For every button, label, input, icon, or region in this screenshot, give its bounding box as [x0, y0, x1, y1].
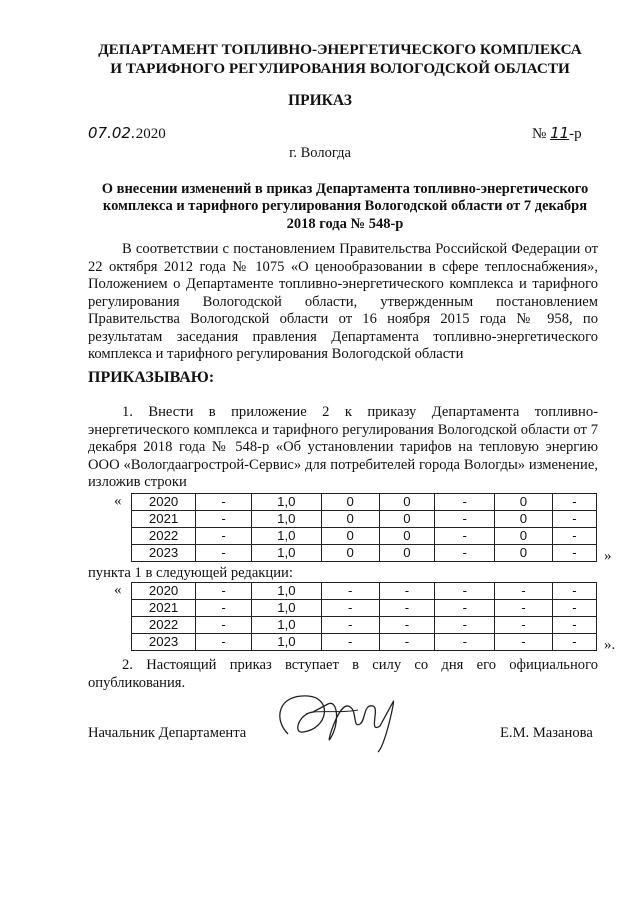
table-cell: -	[552, 634, 596, 651]
table-row	[132, 583, 597, 600]
table-cell: 0	[321, 545, 379, 562]
table-cell: 0	[495, 494, 553, 511]
table-cell: -	[435, 528, 495, 545]
department-header-line1: ДЕПАРТАМЕНТ ТОПЛИВНО-ЭНЕРГЕТИЧЕСКОГО КОМПЛЕКСА	[98, 41, 582, 58]
table-cell: -	[196, 494, 252, 511]
table-cell: -	[196, 583, 252, 600]
table-cell: -	[321, 634, 379, 651]
point-text: пункта 1 в следующей редакции:	[88, 565, 293, 581]
table-cell: 0	[321, 528, 379, 545]
table-cell: 0	[379, 511, 435, 528]
handwritten-signature	[268, 684, 418, 754]
table-cell: -	[495, 634, 553, 651]
document-type: ПРИКАЗ	[288, 92, 352, 109]
table-cell: -	[435, 545, 495, 562]
table-cell: 1,0	[251, 511, 321, 528]
table-cell: 2023	[132, 545, 196, 562]
table-cell: 0	[321, 511, 379, 528]
table-cell: -	[321, 617, 379, 634]
table-cell: -	[435, 634, 495, 651]
table-cell: 0	[495, 545, 553, 562]
table-cell: 0	[495, 528, 553, 545]
table-cell: 2023	[132, 634, 196, 651]
order-subject: О внесении изменений в приказ Департамента топливно-энергетического комплекса и тарифного регулирования Вологодской области от 7 декабря 2018 года № 548-р	[101, 181, 589, 232]
table-cell: -	[379, 634, 435, 651]
table-cell: -	[435, 600, 495, 617]
table-cell: -	[435, 494, 495, 511]
table-row	[132, 528, 597, 545]
table2-close-quote: ».	[604, 637, 616, 653]
table-cell: -	[321, 600, 379, 617]
table-cell: -	[196, 600, 252, 617]
table-cell: -	[552, 617, 596, 634]
preamble-paragraph: В соответствии с постановлением Правительства Российской Федерации от 22 октября 2012 года № 1075 «О ценообразовании в сфере теплоснабжения», Положением о Департаменте топливно-энергетического комплекса и тарифного регулирования Вологодской области, утвержденным постановлением Правительства Вологодской области от 16 ноября 2015 года № 958, по результатам заседания правления Департамента топливно-энергетического комплекса и тарифного регулирования Вологодской области	[88, 241, 598, 362]
table-cell: 2022	[132, 617, 196, 634]
table-row	[132, 634, 597, 651]
table-cell: -	[435, 617, 495, 634]
number-handwritten: 11	[550, 124, 570, 142]
signatory-position: Начальник Департамента	[88, 725, 247, 741]
table-cell: -	[552, 511, 596, 528]
table-row	[132, 600, 597, 617]
table-cell: 1,0	[251, 528, 321, 545]
table1-open-quote: «	[114, 493, 122, 509]
table2-open-quote: «	[114, 582, 122, 598]
table-row	[132, 545, 597, 562]
table-cell: -	[495, 600, 553, 617]
table-cell: -	[552, 583, 596, 600]
old-rows-table	[131, 493, 597, 562]
table-cell: 2022	[132, 528, 196, 545]
table-cell: 0	[495, 511, 553, 528]
table-cell: -	[379, 583, 435, 600]
table-cell: -	[435, 511, 495, 528]
table-cell: 0	[379, 545, 435, 562]
date-handwritten: 07.02.	[88, 124, 136, 142]
table-cell: -	[196, 634, 252, 651]
table-cell: 2021	[132, 600, 196, 617]
table-cell: -	[196, 617, 252, 634]
city: г. Вологда	[289, 145, 351, 161]
table-cell: -	[196, 545, 252, 562]
order-date	[88, 124, 166, 143]
table-cell: -	[552, 528, 596, 545]
item-2-paragraph: 2. Настоящий приказ вступает в силу со дня его официального опубликования.	[88, 657, 598, 691]
table-cell: -	[379, 600, 435, 617]
table-cell: -	[321, 583, 379, 600]
table-cell: -	[379, 617, 435, 634]
table-cell: 1,0	[252, 634, 322, 651]
table-cell: 1,0	[251, 545, 321, 562]
table-cell: -	[196, 528, 252, 545]
department-header-line2: И ТАРИФНОГО РЕГУЛИРОВАНИЯ ВОЛОГОДСКОЙ ОБЛАСТИ	[110, 60, 570, 77]
table1-close-quote: »	[604, 548, 612, 564]
table-cell: -	[552, 600, 596, 617]
table-cell: 1,0	[252, 617, 322, 634]
table-cell: 2021	[132, 511, 196, 528]
decree-word: ПРИКАЗЫВАЮ:	[88, 369, 215, 386]
table-cell: 0	[321, 494, 379, 511]
table-row	[132, 511, 597, 528]
table-cell: -	[552, 545, 596, 562]
table-cell: 0	[379, 494, 435, 511]
table-cell: 0	[379, 528, 435, 545]
table-row	[132, 617, 597, 634]
table-cell: -	[552, 494, 596, 511]
table-cell: -	[435, 583, 495, 600]
table-cell: -	[495, 617, 553, 634]
table-cell: 1,0	[252, 600, 322, 617]
date-year: 2020	[135, 126, 166, 142]
new-rows-table	[131, 582, 597, 651]
signatory-name: Е.М. Мазанова	[500, 725, 593, 741]
number-prefix: №	[532, 126, 547, 142]
table-cell: 2020	[132, 494, 196, 511]
table-cell: 1,0	[251, 494, 321, 511]
table-cell: 2020	[132, 583, 196, 600]
table-row	[132, 494, 597, 511]
table-cell: -	[196, 511, 252, 528]
table-cell: 1,0	[252, 583, 322, 600]
table-cell: -	[495, 583, 553, 600]
number-suffix: -р	[569, 126, 582, 142]
order-number	[532, 124, 582, 143]
item-1-paragraph: 1. Внести в приложение 2 к приказу Департамента топливно-энергетического комплекса и тарифного регулирования Вологодской области от 7 декабря 2018 года № 548-р «Об установлении тарифов на тепловую энергию ООО «Вологдаагрострой-Сервис» для потребителей города Вологды» изменение, изложив строки	[88, 404, 598, 490]
